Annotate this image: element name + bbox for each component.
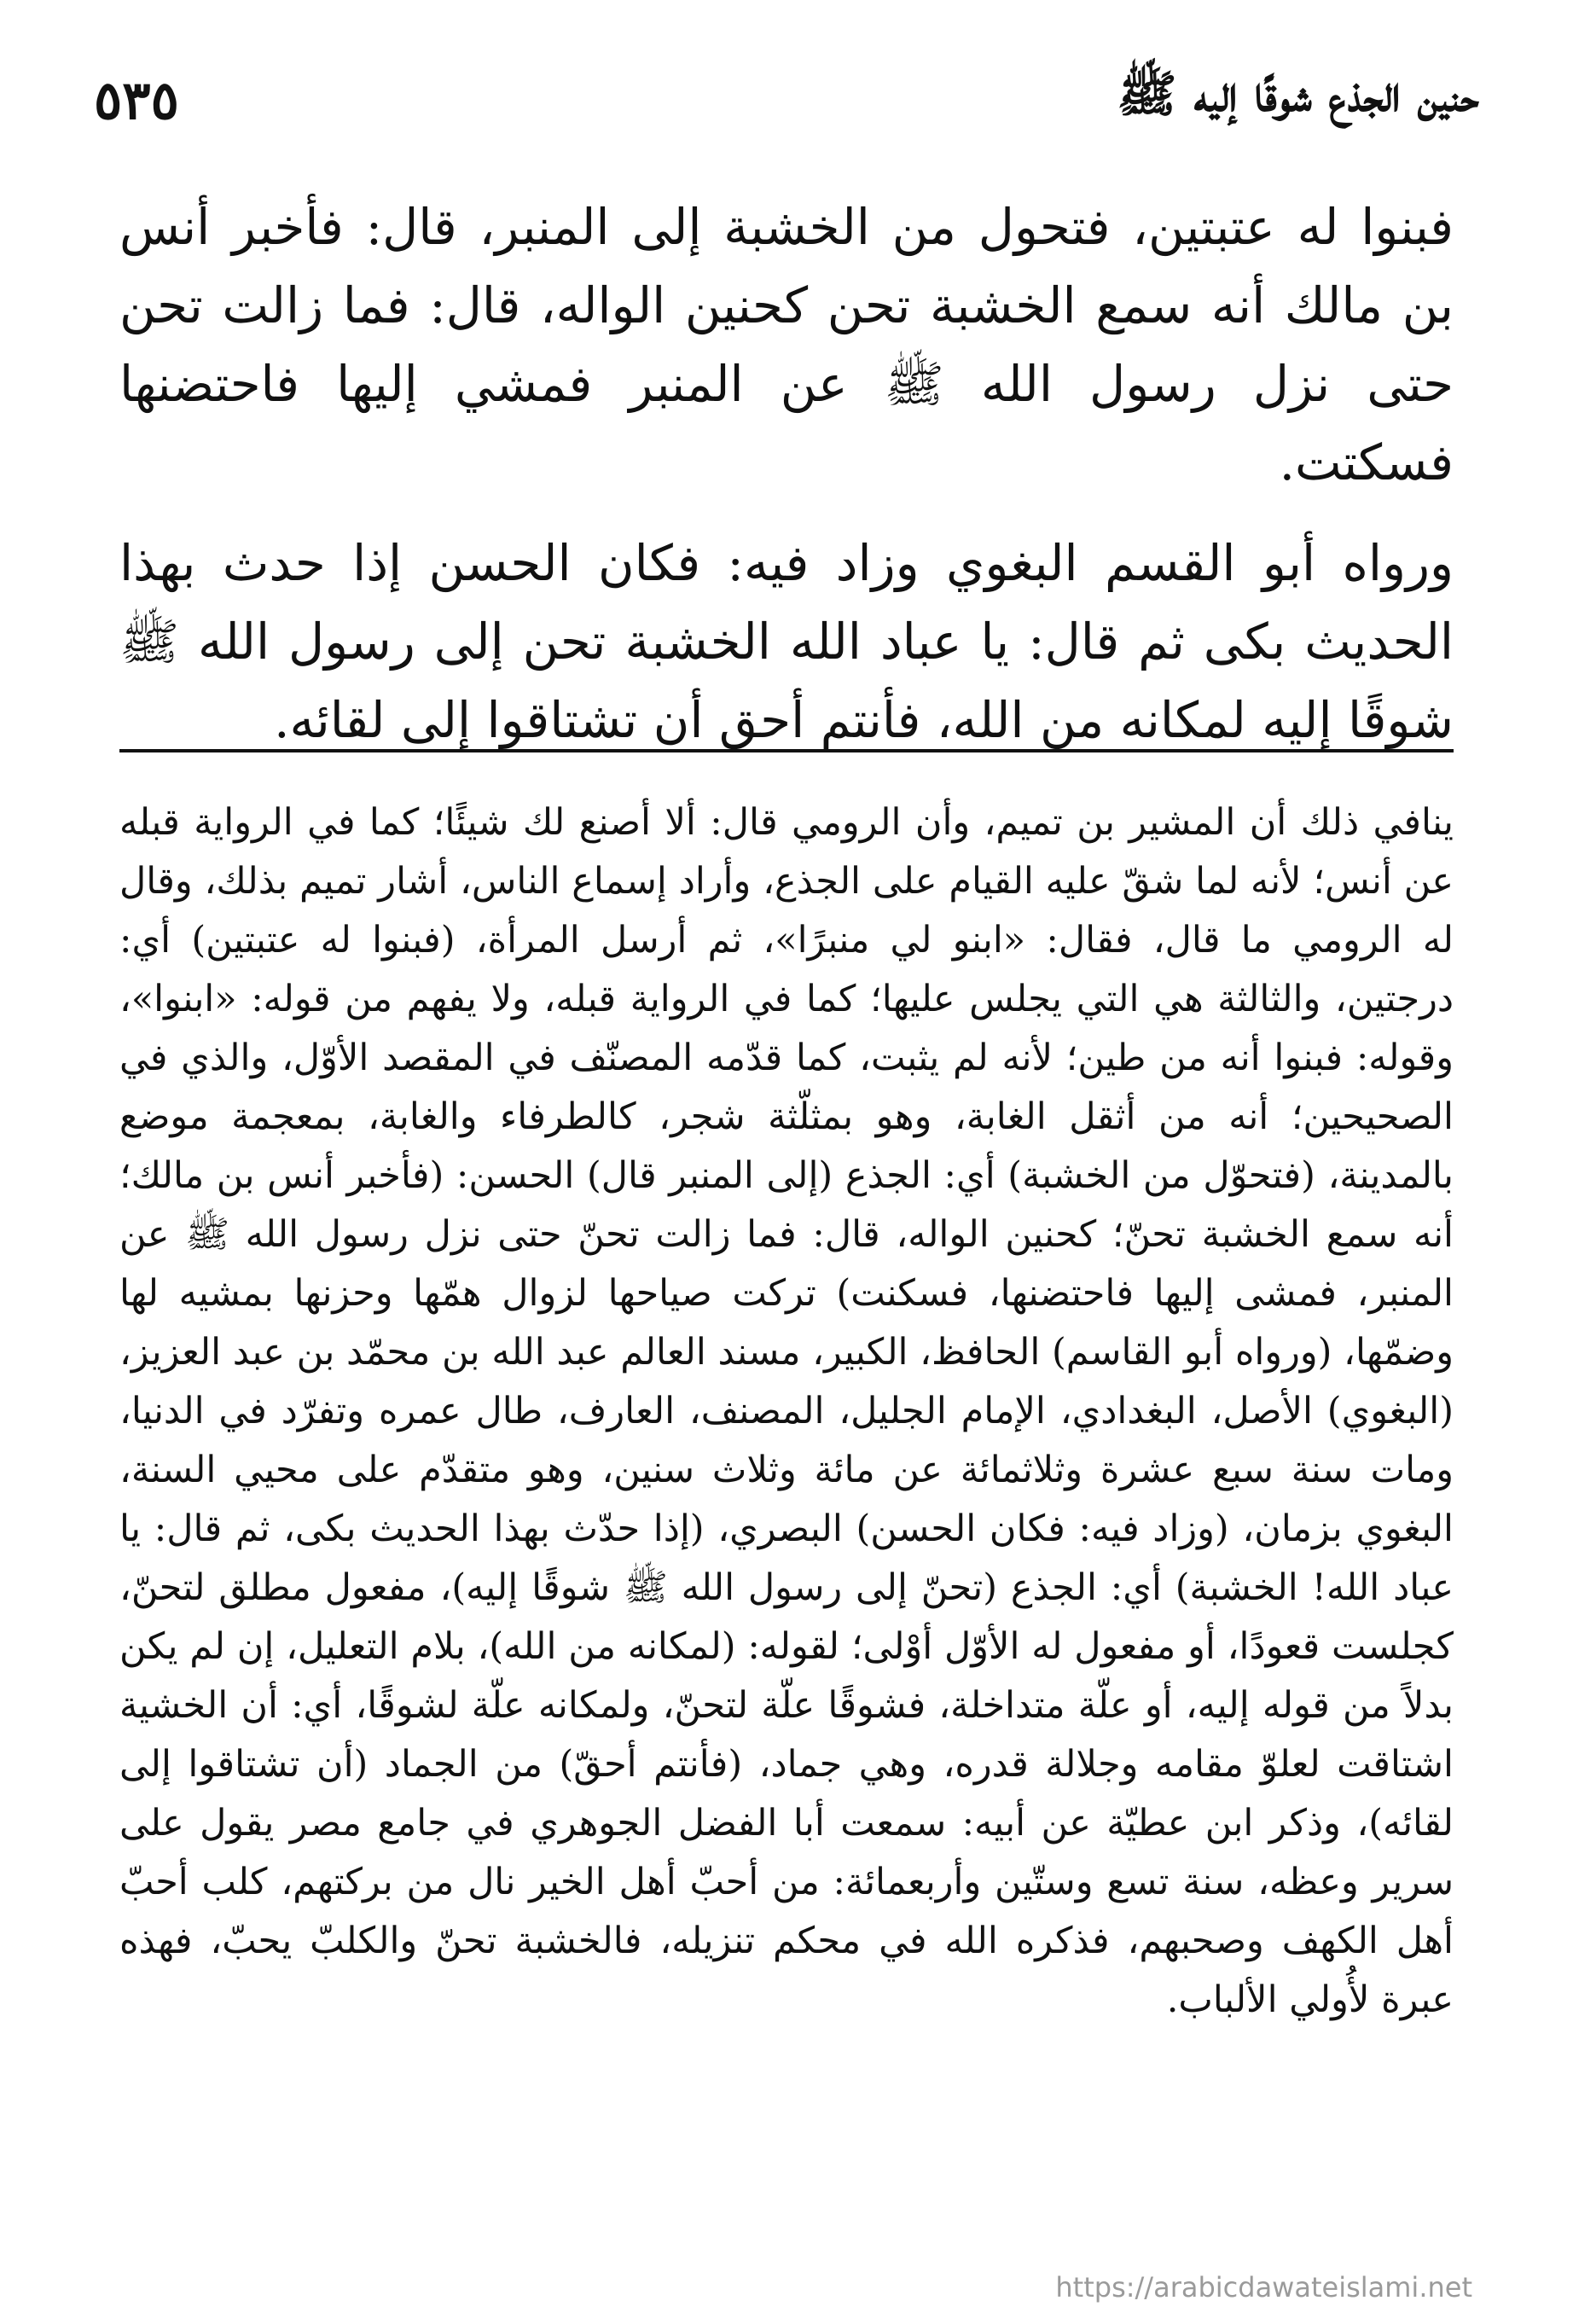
chapter-title: حنين الجذع شوقًا إليه ﷺ [1117, 65, 1479, 123]
footnote-divider [119, 749, 1454, 752]
main-text [119, 188, 1454, 781]
main-paragraph-2: ورواه أبو القسم البغوي وزاد فيه: فكان الحسن إذا حدث بهذا الحديث بكى ثم قال: يا عباد الله الخشبة تحن إلى رسول الله ﷺ شوقًا إليه لمكانه من الله، فأنتم أحق أن تشتاقوا إلى لقائه. [119, 534, 1454, 749]
commentary-paragraph: ينافي ذلك أن المشير بن تميم، وأن الرومي قال: ألا أصنع لك شيئًا؛ كما في الرواية قبله عن أنس؛ لأنه لما شقّ عليه القيام على الجذع، وأراد إسماع الناس، أشار تميم بذلك، وقال له الرومي ما قال، فقال: «ابنو لي منبرًا»، ثم أرسل المرأة، (فبنوا له عتبتين) أي: درجتين، والثالثة هي التي يجلس عليها؛ كما في الرواية قبله، ولا يفهم من قوله: «ابنوا»، وقوله: فبنوا أنه من طين؛ لأنه لم يثبت، كما قدّمه المصنّف في المقصد الأوّل، والذي في الصحيحين؛ أنه من أثقل الغابة، وهو بمثلّثة شجر، كالطرفاء والغابة، بمعجمة موضع بالمدينة، (فتحوّل من الخشبة) أي: الجذع (إلى المنبر قال) الحسن: (فأخبر أنس بن مالك؛ أنه سمع الخشبة تحنّ؛ كحنين الواله، قال: فما زالت تحنّ حتى نزل رسول الله ﷺ عن المنبر، فمشى إليها فاحتضنها، فسكنت) تركت صياحها لزوال همّها وحزنها بمشيه لها وضمّها، (ورواه أبو القاسم) الحافظ، الكبير، مسند العالم عبد الله بن محمّد بن عبد العزيز، (البغوي) الأصل، البغدادي، الإمام الجليل، المصنف، العارف، طال عمره وتفرّد في الدنيا، ومات سنة سبع عشرة وثلاثمائة عن مائة وثلاث سنين، وهو متقدّم على محيي السنة، البغوي بزمان، (وزاد فيه: فكان الحسن) البصري، (إذا حدّث بهذا الحديث بكى، ثم قال: يا عباد الله! الخشبة) أي: الجذع (تحنّ إلى رسول الله ﷺ شوقًا إليه)، مفعول مطلق لتحنّ، كجلست قعودًا، أو مفعول له الأوّل أوْلى؛ لقوله: (لمكانه من الله)، بلام التعليل، إن لم يكن بدلاً من قوله إليه، أو علّة متداخلة، فشوقًا علّة لتحنّ، ولمكانه علّة لشوقًا، أي: أن الخشية اشتاقت لعلوّ مقامه وجلالة قدره، وهي جماد، (فأنتم أحقّ) من الجماد (أن تشتاقوا إلى لقائه)، وذكر ابن عطيّة عن أبيه: سمعت أبا الفضل الجوهري في جامع مصر يقول على سرير وعظه، سنة تسع وستّين وأربعمائة: من أحبّ أهل الخير نال من بركتهم، كلب أحبّ أهل الكهف وصحبهم، فذكره الله في محكم تنزيله، فالخشبة تحنّ والكلبّ يحبّ، فهذه عبرة لأُولي الألباب. [119, 801, 1454, 2021]
watermark-url: https://arabicdawateislami.net [1055, 2271, 1472, 2304]
commentary-text [119, 793, 1454, 2030]
main-paragraph-1: فبنوا له عتبتين، فتحول من الخشبة إلى المنبر، قال: فأخبر أنس بن مالك أنه سمع الخشبة تحن كحنين الواله، قال: فما زالت تحن حتى نزل رسول الله ﷺ عن المنبر فمشي إليها فاحتضنها فسكتت. [119, 198, 1454, 491]
page-number: ٥٣٥ [94, 68, 179, 131]
running-header [94, 53, 1479, 147]
